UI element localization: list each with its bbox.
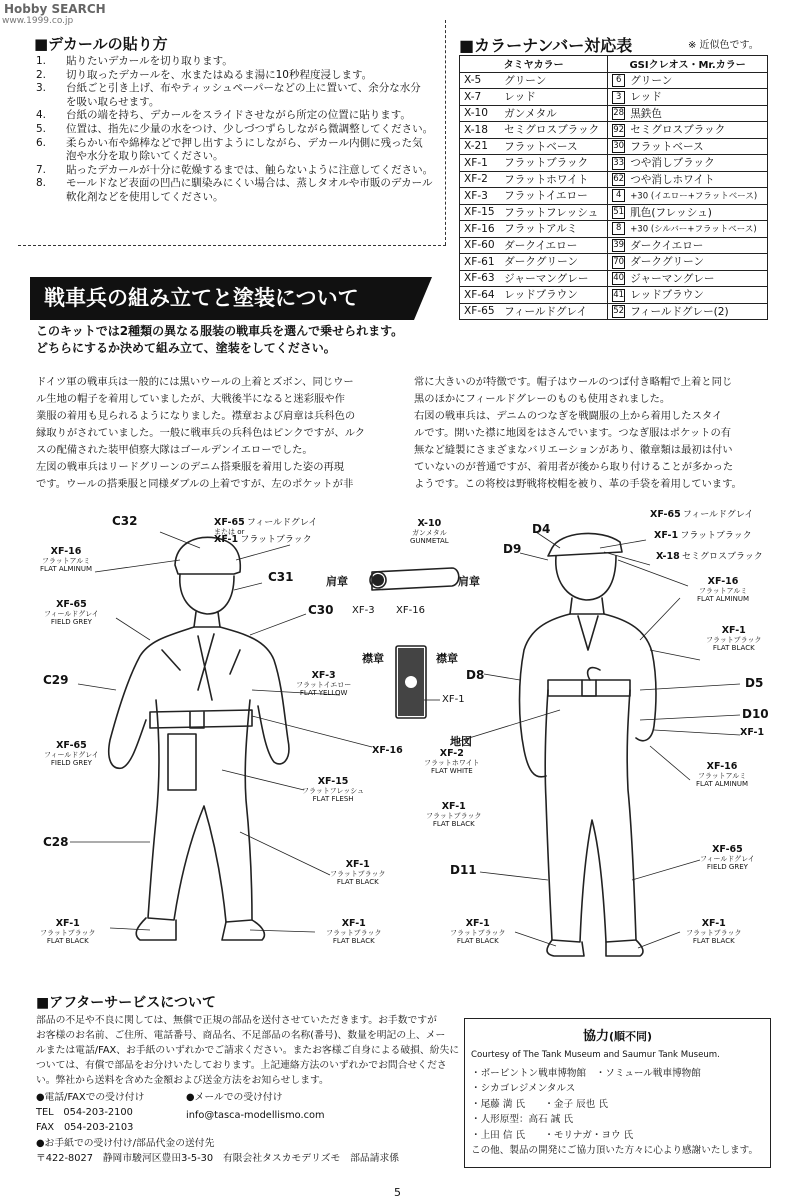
decal-step-number: 8. [36, 177, 47, 190]
credits-courtesy: Courtesy of The Tank Museum and Saumur Tank Museum. [471, 1050, 720, 1060]
credit-line: ・尾藤 満 氏 ・金子 辰也 氏 [471, 1098, 608, 1110]
decal-step [36, 123, 433, 137]
mr-color-cell [608, 270, 768, 287]
after-service-line: い。弊社から送料を含めた金額および送金方法をお知らせします。 [36, 1075, 329, 1086]
mr-color-name: セミグロスブラック [630, 124, 726, 137]
color-row [460, 270, 768, 287]
mr-color-name: 肌色(フレッシュ) [630, 206, 712, 219]
mr-color-number: 41 [613, 289, 625, 300]
decal-step [36, 191, 433, 205]
credit-line: ・人形原型：高石 誠 氏 [471, 1114, 574, 1125]
part-d4: D4 [532, 522, 551, 536]
mr-color-cell [608, 254, 768, 271]
color-row [460, 204, 768, 221]
callout-left-cap: XF-65 フィールドグレイ または or XF-1 フラットブラック [214, 517, 318, 545]
decal-step-text: 貼りたいデカールを切り取ります。 [66, 55, 233, 67]
part-c28: C28 [43, 835, 69, 849]
color-row [460, 188, 768, 205]
crew-left-line: スの配備された装甲偵察大隊はゴールデンイエローでした。 [36, 444, 313, 456]
tamiya-code: XF-64 [460, 287, 501, 304]
callout-gunmetal: X-10 ガンメタル GUNMETAL [410, 518, 449, 545]
mr-color-cell [608, 72, 768, 89]
collar-label-left: 襟章 [362, 652, 384, 665]
crew-left-line: ドイツ軍の戦車兵は一般的には黒いウールの上着とズボン、同じウー [36, 376, 354, 388]
callout-left-black2: XF-1 フラットブラック FLAT BLACK [40, 918, 96, 945]
collar-skull [405, 676, 417, 688]
callout-right-xf1: XF-1 [740, 727, 765, 738]
mr-color-number: 3 [612, 91, 625, 104]
header-tamiya: タミヤカラー [460, 56, 608, 73]
credit-line: ・シカゴレジメンタルス [471, 1083, 576, 1094]
tamiya-code: XF-2 [460, 171, 501, 188]
color-row [460, 254, 768, 271]
part-c31: C31 [268, 570, 294, 584]
shoulder-label-left: 肩章 [326, 575, 348, 588]
shoulder-label-right: 肩章 [458, 575, 480, 588]
crew-right-line: 無など縫製にさまざまなバリエーションがあり、徽章類は最初は付い [414, 444, 733, 456]
part-d11: D11 [450, 863, 477, 877]
decal-step-number: 6. [36, 136, 47, 149]
mr-color-number: 52 [613, 306, 625, 317]
decal-step [36, 150, 433, 164]
credits-title-note: (順不同) [608, 1030, 653, 1043]
credits-heading [465, 1025, 770, 1044]
mr-color-cell [608, 171, 768, 188]
tel-number: TEL 054-203-2100 [36, 1107, 133, 1118]
tamiya-code: XF-16 [460, 221, 501, 238]
decal-step [36, 55, 433, 69]
crew-right-line: ルです。開いた襟に地図をはさんでいます。つなぎ服はポケットの有 [414, 427, 732, 439]
after-service-line: ルまたは電話/FAX、お手紙のいずれかでご請求ください。またお客様ご自身による破損、紛失に [36, 1045, 460, 1056]
part-c29: C29 [43, 673, 69, 687]
decal-step-text: モールドなど表面の凹凸に馴染みにくい場合は、蒸しタオルや市販のデカール [66, 177, 433, 190]
callout-left-xf16: XF-16 [372, 745, 403, 756]
callout-right-black4: XF-1 フラットブラック FLAT BLACK [450, 918, 506, 945]
callout-left-black1: XF-1 フラットブラック FLAT BLACK [330, 859, 386, 886]
callout-right-fg: XF-65 フィールドグレイ FIELD GREY [700, 844, 755, 871]
color-row [460, 72, 768, 89]
tamiya-name: セミグロスブラック [500, 122, 608, 139]
part-d5: D5 [745, 676, 764, 690]
after-service-line: ついては、有償で部品をお分けいたしております。上記連絡方法のいずれかでお問合せくださ [36, 1060, 447, 1071]
mr-color-number: 39 [613, 240, 625, 251]
mr-color-number: 92 [613, 124, 625, 135]
tamiya-name: フラットホワイト [500, 171, 608, 188]
decal-step-number: 7. [36, 163, 47, 176]
tamiya-code: X-18 [460, 122, 501, 139]
crew-right-paragraph [414, 374, 794, 493]
mr-color-name: +30 (シルバー+フラットベース) [630, 224, 757, 235]
mr-color-name: ダークイエロー [630, 239, 704, 252]
crew-left-line: 左図の戦車兵はリードグリーンのデニム搭乗服を着用した姿の再現 [36, 461, 345, 473]
right-crewman-drawing [520, 533, 657, 956]
mr-color-name: 黒鉄色 [630, 107, 662, 120]
map-label: 地図 [450, 735, 472, 748]
crew-intro-1: このキットでは2種類の異なる服装の戦車兵を選んで乗せられます。 [36, 324, 404, 338]
part-c32: C32 [112, 514, 138, 528]
mr-color-number: 8 [612, 222, 625, 235]
part-d10: D10 [742, 707, 769, 721]
callout-right-black2: XF-1 フラットブラック FLAT BLACK [706, 625, 762, 652]
part-d9: D9 [503, 542, 522, 556]
tamiya-code: X-10 [460, 105, 501, 122]
callout-right-black5: XF-1 フラットブラック FLAT BLACK [686, 918, 742, 945]
decal-step [36, 109, 433, 123]
crew-intro-2: どちらにするか決めて組み立て、塗装をしてください。 [36, 341, 336, 355]
watermark-url: www.1999.co.jp [2, 16, 74, 26]
decal-step-text: を吸い取らせます。 [66, 95, 160, 108]
mr-color-cell [608, 89, 768, 106]
decal-step [36, 137, 433, 151]
color-row [460, 303, 768, 320]
mr-color-cell [608, 221, 768, 238]
crew-right-line: 黒のほかにフィールドグレーのものも使用されました。 [414, 393, 671, 405]
mr-color-name: フィールドグレー(2) [630, 305, 729, 318]
crew-left-line: です。ウールの搭乗服と同様ダブルの上着ですが、左のポケットが非 [36, 478, 354, 490]
callout-right-alu: XF-16 フラットアルミ FLAT ALMINUM [697, 576, 750, 603]
crew-banner: 戦車兵の組み立てと塗装について [30, 277, 414, 320]
mr-color-cell [608, 188, 768, 205]
color-table-note: ※ 近似色です。 [688, 40, 759, 51]
tamiya-code: XF-60 [460, 237, 501, 254]
crew-left-line: ル生地の帽子を着用していましたが、大戦後半になると迷彩服や作 [36, 393, 345, 405]
decal-step-text: 台紙ごと引き上げ、布やティッシュペーパーなどの上に置いて、余分な水分 [66, 82, 421, 95]
mr-color-number: 30 [613, 141, 625, 152]
tamiya-name: フラットブラック [500, 155, 608, 172]
tamiya-name: ガンメタル [500, 105, 608, 122]
after-service-line: お客様のお名前、ご住所、電話番号、商品名、不足部品の名称(番号)、数量を明記の上、メー [36, 1030, 446, 1041]
decal-step-number: 3. [36, 82, 47, 95]
mr-color-name: グリーン [630, 74, 673, 87]
decal-step-number: 5. [36, 122, 47, 135]
tamiya-name: ジャーマングレー [500, 270, 608, 287]
color-row [460, 221, 768, 238]
color-row [460, 171, 768, 188]
decal-step [36, 177, 433, 191]
tamiya-name: レッドブラウン [500, 287, 608, 304]
decal-steps-list [36, 55, 433, 205]
dashed-divider-vertical [445, 20, 446, 245]
color-row [460, 287, 768, 304]
fax-number: FAX 054-203-2103 [36, 1122, 134, 1133]
collar-label-right: 襟章 [436, 652, 458, 665]
color-row [460, 155, 768, 172]
decal-step-text: 軟化剤などを使用してください。 [66, 190, 224, 203]
mr-color-name: +30 (イエロー+フラットベース) [630, 191, 758, 202]
decal-step-number: 2. [36, 68, 47, 81]
mr-color-number: 40 [613, 273, 625, 284]
decal-step-text: 貼ったデカールが十分に乾燥するまでは、触らないように注意してください。 [66, 163, 434, 176]
watermark-logo: Hobby SEARCH [4, 2, 106, 16]
tamiya-code: XF-65 [460, 303, 501, 320]
decal-step [36, 69, 433, 83]
after-service-line: 部品の不足や不良に関しては、無償で正規の部品を送付させていただきます。お手数ですが [36, 1015, 437, 1026]
mr-color-number: 70 [613, 256, 625, 267]
decal-step [36, 82, 433, 96]
decal-step-text: 台紙の端を持ち、デカールをスライドさせながら所定の位置に貼ります。 [66, 109, 411, 122]
after-service-text [36, 1013, 459, 1088]
crew-right-line: ようです。この将校は野戦将校帽を被り、革の手袋を着用しています。 [414, 478, 742, 490]
color-table [459, 55, 768, 320]
mailing-address: 〒422-8027 静岡市駿河区豊田3-5-30 有限会社タスカモデリズモ 部品請求係 [36, 1153, 400, 1164]
left-crewman-drawing [109, 537, 289, 940]
collar-code: XF-1 [442, 694, 465, 705]
crew-left-line: 業服の着用も見られるようになりました。襟章および肩章は兵科色の [36, 410, 356, 422]
callout-right-black: XF-1 フラットブラック [654, 530, 752, 541]
tamiya-code: X-21 [460, 138, 501, 155]
callout-left-yellow: XF-3 フラットイエロー FLAT YELLOW [296, 670, 352, 697]
mr-color-name: レッドブラウン [630, 289, 704, 302]
part-c30: C30 [308, 603, 334, 617]
callout-right-white: XF-2 フラットホワイト FLAT WHITE [424, 748, 480, 775]
mail-title: ●メールでの受け付け [186, 1092, 283, 1103]
mr-color-number: 4 [612, 189, 625, 202]
mr-color-number: 6 [612, 74, 625, 87]
color-row [460, 138, 768, 155]
mr-color-number: 33 [613, 157, 625, 168]
tamiya-code: XF-63 [460, 270, 501, 287]
mr-color-cell [608, 303, 768, 320]
mr-color-cell [608, 237, 768, 254]
mr-color-cell [608, 287, 768, 304]
banner-tip [414, 277, 432, 320]
credit-line: この他、製品の開発にご協力頂いた方々に心より感謝いたします。 [471, 1145, 759, 1156]
mr-color-name: ダークグリーン [630, 256, 705, 269]
decal-step [36, 164, 433, 178]
tamiya-code: XF-61 [460, 254, 501, 271]
after-service-title: ■アフターサービスについて [36, 995, 216, 1011]
tamiya-code: XF-15 [460, 204, 501, 221]
mr-color-cell [608, 122, 768, 139]
decal-step-number: 4. [36, 109, 47, 122]
mr-color-number: 28 [613, 108, 625, 119]
color-row [460, 122, 768, 139]
decal-step-text: 柔らかい布や綿棒などで押し出すようにしながら、デカール内側に残った気 [66, 136, 423, 149]
mr-color-name: ジャーマングレー [630, 272, 715, 285]
callout-right-alu2: XF-16 フラットアルミ FLAT ALMINUM [696, 761, 749, 788]
tamiya-code: X-7 [460, 89, 501, 106]
mr-color-cell [608, 204, 768, 221]
letter-title: ●お手紙での受け付け/部品代金の送付先 [36, 1138, 215, 1149]
crew-right-line: 常に大きいのが特徴です。帽子はウールのつば付き略帽で上着と同じ [414, 376, 733, 388]
shoulder-button [372, 574, 384, 586]
mr-color-cell [608, 155, 768, 172]
decal-step [36, 96, 433, 110]
tamiya-code: XF-1 [460, 155, 501, 172]
callout-left-black3: XF-1 フラットブラック FLAT BLACK [326, 918, 382, 945]
callout-left-alu: XF-16 フラットアルミ FLAT ALMINUM [40, 546, 93, 573]
callout-left-fg2: XF-65 フィールドグレイ FIELD GREY [44, 740, 99, 767]
crew-left-line: 縁取りがされていました。一般に戦車兵の兵科色はピンクですが、ルク [36, 427, 366, 439]
header-mr-color: GSIクレオス・Mr.カラー [608, 56, 768, 73]
decal-step-text: 切り取ったデカールを、水またはぬるま湯に10秒程度浸します。 [66, 68, 373, 81]
mr-color-number: 62 [613, 174, 625, 185]
tamiya-name: レッド [500, 89, 608, 106]
credits-box [464, 1018, 771, 1168]
crew-right-line: 右図の戦車兵は、デニムのつなぎを戦闘服の上から着用したスタイ [414, 410, 723, 422]
color-row [460, 89, 768, 106]
decal-section-title: ■デカールの貼り方 [34, 35, 168, 53]
mr-color-number: 51 [613, 207, 625, 218]
callout-right-black3: XF-1 フラットブラック FLAT BLACK [426, 801, 482, 828]
phone-title: ●電話/FAXでの受け付け [36, 1092, 145, 1103]
dashed-divider-horizontal [18, 245, 446, 246]
mr-color-name: つや消しホワイト [630, 173, 715, 186]
tamiya-code: X-5 [460, 72, 501, 89]
credit-line: ・上田 信 氏 ・モリナガ・ヨウ 氏 [471, 1129, 634, 1141]
callout-left-flesh: XF-15 フラットフレッシュ FLAT FLESH [302, 776, 365, 803]
mr-color-name: フラットベース [630, 140, 704, 153]
credits-title: 協力 [582, 1029, 609, 1044]
email-address[interactable]: info@tasca-modellismo.com [186, 1110, 325, 1121]
part-d8: D8 [466, 668, 485, 682]
tamiya-name: フラットベース [500, 138, 608, 155]
color-row [460, 105, 768, 122]
shoulder-code-1: XF-3 [352, 605, 375, 616]
callout-right-semigloss: X-18 セミグロスブラック [656, 551, 763, 562]
tamiya-name: ダークグリーン [500, 254, 608, 271]
crew-left-paragraph [36, 374, 406, 493]
credits-list [471, 1066, 770, 1159]
credit-line: ・ボービントン戦車博物館 ・ソミュール戦車博物館 [471, 1067, 701, 1079]
mr-color-name: つや消しブラック [630, 157, 715, 170]
shoulder-code-2: XF-16 [396, 605, 425, 616]
tamiya-name: グリーン [500, 72, 608, 89]
mr-color-name: レッド [630, 91, 662, 104]
tamiya-name: フラットイエロー [500, 188, 608, 205]
page-number: 5 [394, 1186, 401, 1199]
color-row [460, 237, 768, 254]
crew-right-line: ていないのが普通ですが、着用者が後から取り付けることが多かった [414, 461, 734, 473]
mr-color-cell [608, 105, 768, 122]
decal-step-text: 泡や水分を取り除いてください。 [66, 150, 224, 163]
tamiya-name: フィールドグレイ [500, 303, 608, 320]
color-table-title: ■カラーナンバー対応表 [459, 36, 633, 55]
tamiya-name: フラットフレッシュ [500, 204, 608, 221]
callout-left-fg: XF-65 フィールドグレイ FIELD GREY [44, 599, 99, 626]
tamiya-name: フラットアルミ [500, 221, 608, 238]
decal-step-number: 1. [36, 55, 47, 67]
tamiya-name: ダークイエロー [500, 237, 608, 254]
mr-color-cell [608, 138, 768, 155]
callout-right-cap: XF-65 フィールドグレイ [650, 509, 754, 520]
tamiya-code: XF-3 [460, 188, 501, 205]
decal-step-text: 位置は、指先に少量の水をつけ、少しづつずらしながら微調整してください。 [66, 122, 434, 135]
